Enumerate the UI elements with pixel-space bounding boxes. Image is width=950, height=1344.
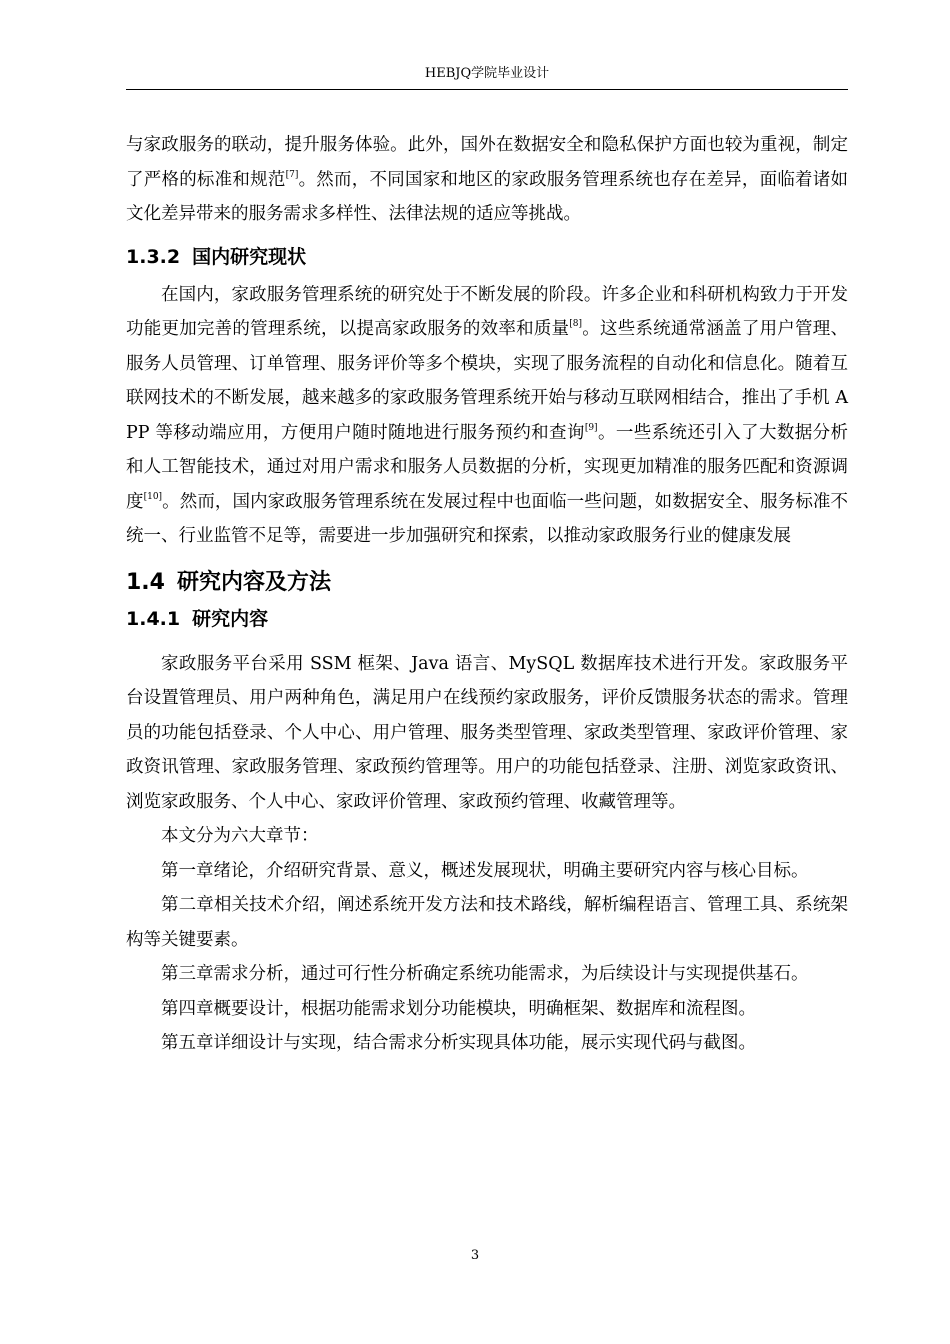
citation: [8] <box>569 319 583 329</box>
heading-text: 研究内容及方法 <box>176 569 331 595</box>
paragraph-chapter-5: 第五章详细设计与实现，结合需求分析实现具体功能，展示实现代码与截图。 <box>161 1033 756 1053</box>
heading-1-3-2 <box>126 245 848 269</box>
paragraph-foreign-research-cont <box>126 128 848 232</box>
citation: [7] <box>285 169 299 180</box>
paragraph-chapter-4: 第四章概要设计，根据功能需求划分功能模块，明确框架、数据库和流程图。 <box>161 998 756 1019</box>
page-number: 3 <box>470 1248 480 1263</box>
text-run: 。一些系统还引入了大数据分析和人工智能技术，通过对用户需求和服务人员数据的分析，实现更加精准的服务匹配和资源调度 <box>126 422 848 512</box>
heading-text: 研究内容 <box>192 607 269 630</box>
text-run: 。然而，国内家政服务管理系统在发展过程中也面临一些问题，如数据安全、服务标准不统一、行业监管不足等，需要进一步加强研究和探索，以推动家政服务行业的健康发展 <box>126 491 849 546</box>
text-run: 在国内，家政服务管理系统的研究处于不断发展的阶段。许多企业和科研机构致力于开发功能更加完善的管理系统，以提高家政服务的效率和质量 <box>126 284 848 339</box>
paragraph-research-content: 家政服务平台采用 SSM 框架、Java 语言、MySQL 数据库技术进行开发。家政服务平台设置管理员、用户两种角色，满足用户在线预约家政服务，评价反馈服务状态的需求。管理员的功能包括登录、个人中心、用户管理、服务类型管理、家政类型管理、家政评价管理、家政资讯管理、家政服务管理、家政预约管理等。用户的功能包括登录、注册、浏览家政资讯、浏览家政服务、个人中心、家政评价管理、家政预约管理、收藏管理等。 <box>126 653 848 812</box>
paragraph-domestic-research <box>126 278 848 554</box>
heading-number: 1.4 <box>126 569 165 595</box>
heading-number: 1.3.2 <box>126 245 181 268</box>
heading-1-4 <box>126 569 848 597</box>
citation: [9] <box>584 422 598 433</box>
heading-number: 1.4.1 <box>126 607 181 630</box>
page-body <box>126 128 848 1061</box>
paragraph-chapter-1: 第一章绪论，介绍研究背景、意义，概述发展现状，明确主要研究内容与核心目标。 <box>161 860 809 881</box>
heading-text: 国内研究现状 <box>192 245 307 268</box>
text-run: 与家政服务的联动，提升服务体验。此外，国外在数据安全和隐私保护方面也较为重视，制定了严格的标准和规范 <box>126 135 848 190</box>
running-header: HEBJQ学院毕业设计 <box>424 66 550 81</box>
text-run: 。这些系统通常涵盖了用户管理、服务人员管理、订单管理、服务评价等多个模块，实现了服务流程的自动化和信息化。随着互联网技术的不断发展，越来越多的家政服务管理系统开始与移动互联网相结合，推出了手机 APP 等移动端应用，方便用户随时随地进行服务预约和查询 <box>126 319 848 443</box>
paragraph-chapter-overview: 本文分为六大章节： <box>161 826 319 846</box>
paragraph-chapter-2: 第二章相关技术介绍，阐述系统开发方法和技术路线，解析编程语言、管理工具、系统架构等关键要素。 <box>126 895 848 950</box>
paragraph-chapter-3: 第三章需求分析，通过可行性分析确定系统功能需求，为后续设计与实现提供基石。 <box>161 964 809 984</box>
header-rule <box>126 89 848 90</box>
citation: [10] <box>143 491 163 502</box>
text-run: 。然而，不同国家和地区的家政服务管理系统也存在差异，面临着诸如文化差异带来的服务需求多样性、法律法规的适应等挑战。 <box>126 169 849 224</box>
heading-1-4-1 <box>126 607 848 631</box>
